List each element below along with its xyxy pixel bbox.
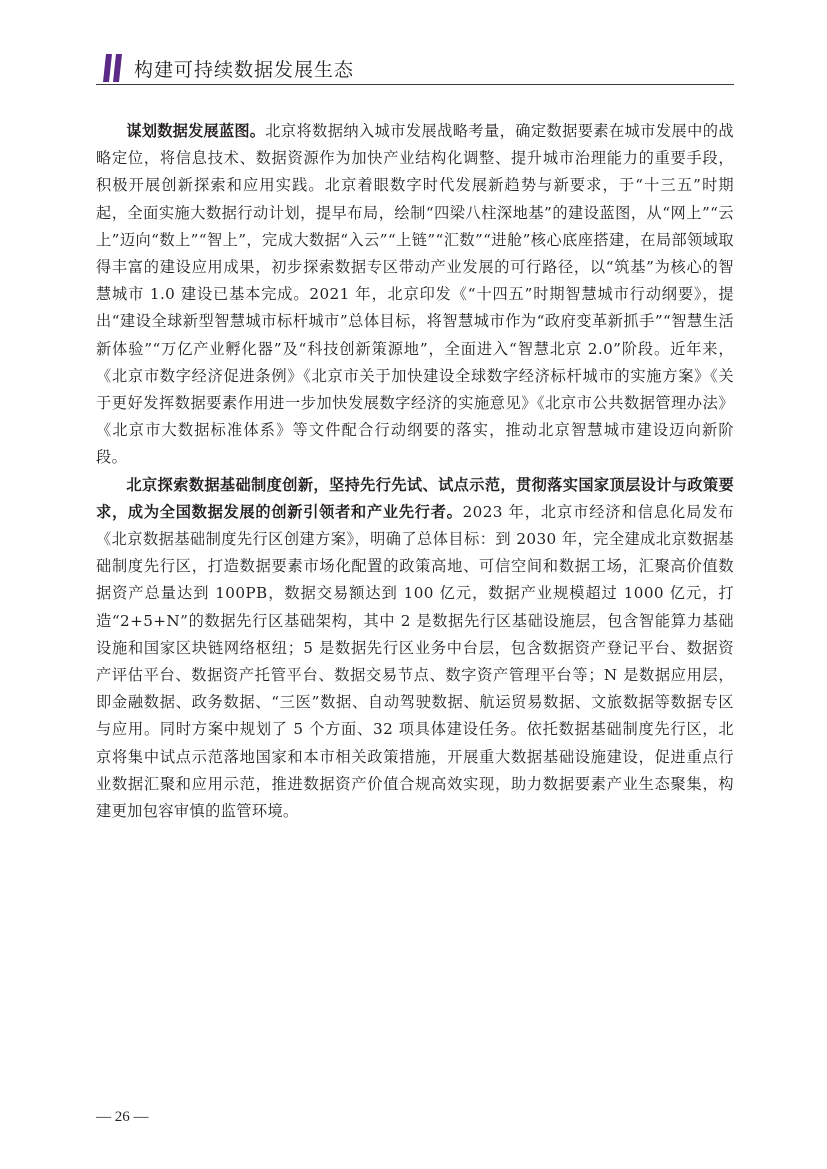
paragraph-body: 2023 年，北京市经济和信息化局发布《北京数据基础制度先行区创建方案》，明确了总体目标：到 2030 年，完全建成北京数据基础制度先行区，打造数据要素市场化配置的政策高地、可信空间和数据工场，汇聚高价值数据资产总量达到 100PB，数据交易额达到 100 亿元，数据产业规模超过 1000 亿元，打造“2+5+N”的数据先行区基础架构，其中 2 是数据先行区基础设施层，包含智能算力基础设施和国家区块链网络枢纽；5 是数据先行区业务中台层，包含数据资产登记平台、数据资产评估平台、数据资产托管平台、数据交易节点、数字资产管理平台等；N 是数据应用层，即金融数据、政务数据、“三医”数据、自动驾驶数据、航运贸易数据、文旅数据等数据专区与应用。同时方案中规划了 5 个方面、32 项具体建设任务。依托数据基础制度先行区，北京将集中试点示范落地国家和本市相关政策措施，开展重大数据基础设施建设，促进重点行业数据汇聚和应用示范，推进数据资产价值合规高效实现，助力数据要素产业生态聚集，构建更加包容审慎的监管环境。 xyxy=(96,502,734,821)
header-divider xyxy=(96,84,734,85)
body-text xyxy=(96,118,734,825)
paragraph-data-institution xyxy=(96,472,734,826)
page-header xyxy=(96,50,734,86)
paragraph-body: 北京将数据纳入城市发展战略考量，确定数据要素在城市发展中的战略定位，将信息技术、数据资源作为加快产业结构化调整、提升城市治理能力的重要手段，积极开展创新探索和应用实践。北京着眼数字时代发展新趋势与新要求，于“十三五”时期起，全面实施大数据行动计划，提早布局，绘制“四梁八柱深地基”的建设蓝图，从“网上”“云上”迈向“数上”“智上”，完成大数据“入云”“上链”“汇数”“进舱”核心底座搭建，在局部领域取得丰富的建设应用成果，初步探索数据专区带动产业发展的可行路径，以“筑基”为核心的智慧城市 1.0 建设已基本完成。2021 年，北京印发《“十四五”时期智慧城市行动纲要》，提出“建设全球新型智慧城市标杆城市”总体目标，将智慧城市作为“政府变革新抓手”“智慧生活新体验”“万亿产业孵化器”及“科技创新策源地”，全面进入“智慧北京 2.0”阶段。近年来，《北京市数字经济促进条例》《北京市关于加快建设全球数字经济标杆城市的实施方案》《关于更好发挥数据要素作用进一步加快发展数字经济的实施意见》《北京市公共数据管理办法》《北京市大数据标准体系》等文件配合行动纲要的落实，推动北京智慧城市建设迈向新阶段。 xyxy=(96,122,734,467)
paragraph-lead: 北京探索数据基础制度创新，坚持先行先试、试点示范，贯彻落实国家顶层设计与政策要求，成为全国数据发展的创新引领者和产业先行者。 xyxy=(96,475,734,521)
paragraph-lead: 谋划数据发展蓝图。 xyxy=(126,122,266,140)
double-slash-icon xyxy=(102,54,124,82)
paragraph-data-blueprint xyxy=(96,118,734,472)
page-number: — 26 — xyxy=(96,1109,149,1125)
header-title: 构建可持续数据发展生态 xyxy=(134,59,355,81)
